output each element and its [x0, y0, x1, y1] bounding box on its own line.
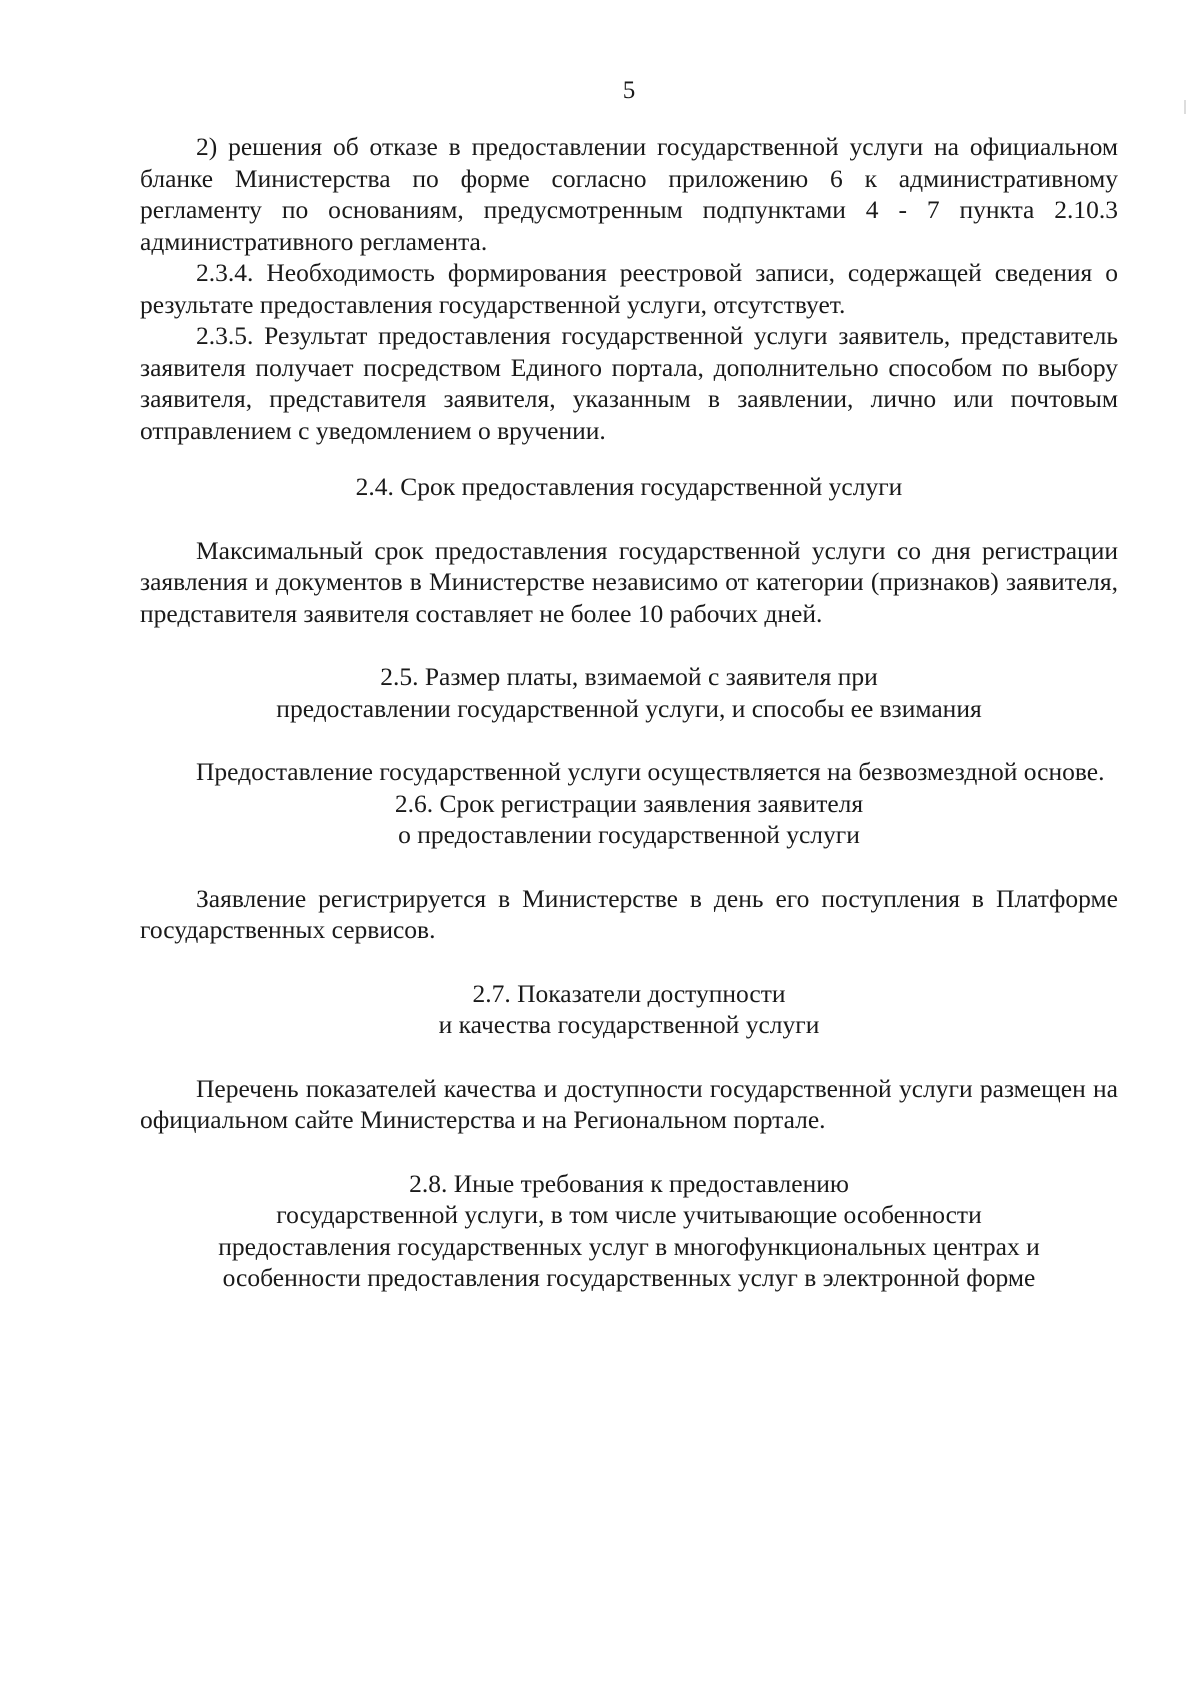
page-number: 5	[622, 77, 636, 104]
paragraph-2-3-5: 2.3.5. Результат предоставления государственной услуги заявитель, представитель заявителя получает посредством Единого портала, дополнительно способом по выбору заявителя, представителя заявителя, указанным в заявлении, лично или почтовым отправлением с уведомлением о вручении.	[140, 321, 1118, 445]
heading-line: 2.7. Показатели доступности	[472, 978, 786, 1008]
document-body	[140, 131, 1118, 1294]
heading-line: 2.8. Иные требования к предоставлению	[409, 1168, 849, 1198]
heading-line: 2.6. Срок регистрации заявления заявителя	[394, 788, 864, 818]
section-heading-2-5	[140, 661, 1118, 724]
paragraph-max-term: Максимальный срок предоставления государственной услуги со дня регистрации заявления и документов в Министерстве независимо от категории (признаков) заявителя, представителя заявителя составляет не более 10 рабочих дней.	[140, 535, 1118, 628]
paragraph-2-3-4: 2.3.4. Необходимость формирования реестровой записи, содержащей сведения о результате предоставления государственной услуги, отсутствует.	[140, 258, 1118, 319]
paragraph-free-of-charge: Предоставление государственной услуги осуществляется на безвозмездной основе.	[196, 757, 1105, 786]
heading-line: и качества государственной услуги	[438, 1010, 820, 1039]
heading-line: 2.5. Размер платы, взимаемой с заявителя при	[380, 662, 878, 691]
paragraph-refusal-decision: 2) решения об отказе в предоставлении государственной услуги на официальном бланке Министерства по форме согласно приложению 6 к административному регламенту по основаниям, предусмотренным подпунктами 4 - 7 пункта 2.10.3 административного регламента.	[140, 132, 1118, 256]
section-heading-2-6	[140, 788, 1118, 851]
heading-line: предоставления государственных услуг в многофункциональных центрах и	[218, 1231, 1040, 1261]
heading-line: государственной услуги, в том числе учитывающие особенности	[276, 1200, 982, 1229]
paragraph-registration: Заявление регистрируется в Министерстве в день его поступления в Платформе государственных сервисов.	[140, 883, 1118, 944]
heading-line: о предоставлении государственной услуги	[398, 820, 860, 849]
section-heading-2-8	[140, 1168, 1118, 1294]
heading-line: особенности предоставления государственных услуг в электронной форме	[222, 1263, 1036, 1292]
paragraph-quality-indicators: Перечень показателей качества и доступности государственной услуги размещен на официальном сайте Министерства и на Региональном портале.	[140, 1073, 1118, 1134]
heading-line: предоставлении государственной услуги, и способы ее взимания	[276, 693, 982, 723]
scan-margin-mark	[1184, 100, 1186, 114]
section-heading-2-4: 2.4. Срок предоставления государственной услуги	[355, 472, 903, 501]
section-heading-2-7	[140, 978, 1118, 1041]
